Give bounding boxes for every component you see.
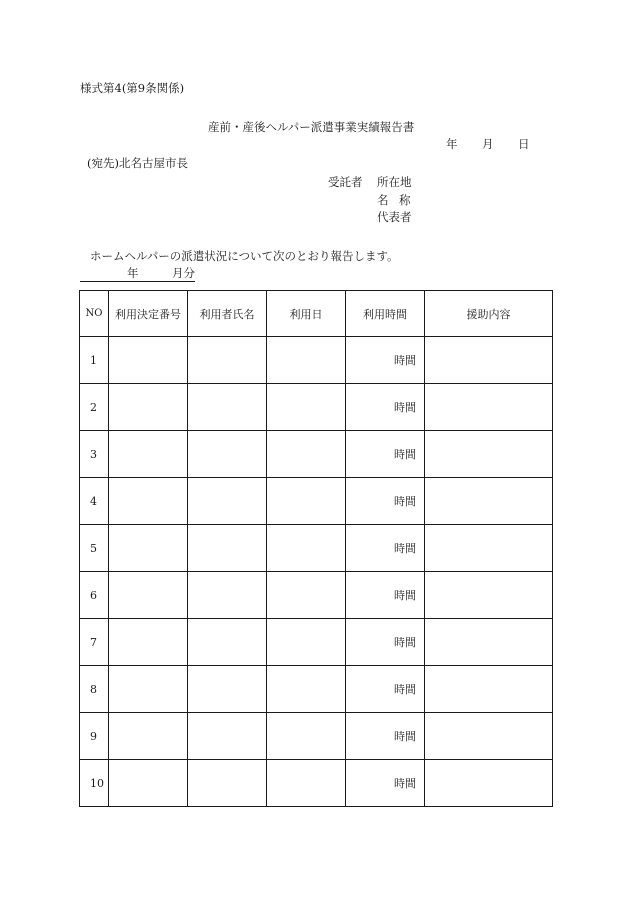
row-number: 10 [80,760,109,807]
table-row [80,431,553,478]
usage-date-cell[interactable] [267,760,346,807]
assistance-content-cell[interactable] [425,760,553,807]
assistance-content-cell[interactable] [425,572,553,619]
decision-number-cell[interactable] [109,713,188,760]
usage-date-cell[interactable] [267,478,346,525]
period-year-label: 年 [127,266,139,280]
row-number: 6 [80,572,109,619]
row-number: 5 [80,525,109,572]
assistance-content-cell[interactable] [425,666,553,713]
table-row [80,572,553,619]
table-row [80,666,553,713]
usage-time-cell[interactable]: 時間 [346,619,425,666]
assistance-content-cell[interactable] [425,619,553,666]
table-header-row [80,291,553,337]
intro-text: ホームヘルパーの派遣状況について次のとおり報告します。 [90,249,399,263]
usage-time-cell[interactable]: 時間 [346,525,425,572]
table-row [80,384,553,431]
decision-number-cell[interactable] [109,572,188,619]
assistance-content-cell[interactable] [425,713,553,760]
report-table [79,290,553,807]
usage-date-cell[interactable] [267,525,346,572]
user-name-cell[interactable] [188,713,267,760]
form-number: 様式第4(第9条関係) [80,81,185,95]
row-number: 3 [80,431,109,478]
date-line [446,139,530,151]
row-number: 7 [80,619,109,666]
row-number: 9 [80,713,109,760]
usage-date-cell[interactable] [267,384,346,431]
contractor-name-char-1: 名 [377,193,389,207]
usage-date-cell[interactable] [267,666,346,713]
assistance-content-cell[interactable] [425,337,553,384]
user-name-cell[interactable] [188,760,267,807]
decision-number-cell[interactable] [109,525,188,572]
table-row [80,337,553,384]
usage-time-cell[interactable]: 時間 [346,431,425,478]
decision-number-cell[interactable] [109,619,188,666]
row-number: 2 [80,384,109,431]
table-row [80,619,553,666]
contractor-name-label [377,195,411,207]
header-usage-time: 利用時間 [346,291,425,337]
date-year-label: 年 [446,137,458,151]
usage-time-cell[interactable]: 時間 [346,384,425,431]
date-month-label: 月 [482,137,494,151]
usage-time-cell[interactable]: 時間 [346,760,425,807]
user-name-cell[interactable] [188,666,267,713]
contractor-label: 受託者 [328,175,363,189]
assistance-content-cell[interactable] [425,384,553,431]
user-name-cell[interactable] [188,384,267,431]
row-number: 4 [80,478,109,525]
table-row [80,760,553,807]
decision-number-cell[interactable] [109,478,188,525]
user-name-cell[interactable] [188,337,267,384]
period-month-label: 月分 [172,266,195,280]
addressee: (宛先)北名古屋市長 [87,156,188,170]
usage-date-cell[interactable] [267,713,346,760]
decision-number-cell[interactable] [109,431,188,478]
assistance-content-cell[interactable] [425,478,553,525]
usage-time-cell[interactable]: 時間 [346,337,425,384]
usage-date-cell[interactable] [267,619,346,666]
header-decision-number: 利用決定番号 [109,291,188,337]
assistance-content-cell[interactable] [425,431,553,478]
table-row [80,525,553,572]
user-name-cell[interactable] [188,478,267,525]
contractor-name-char-2: 称 [399,193,411,207]
row-number: 1 [80,337,109,384]
date-day-label: 日 [518,137,530,151]
document-title: 産前・産後ヘルパー派遣事業実績報告書 [208,120,415,134]
row-number: 8 [80,666,109,713]
usage-time-cell[interactable]: 時間 [346,666,425,713]
decision-number-cell[interactable] [109,760,188,807]
user-name-cell[interactable] [188,525,267,572]
usage-date-cell[interactable] [267,572,346,619]
usage-date-cell[interactable] [267,337,346,384]
header-user-name: 利用者氏名 [188,291,267,337]
header-no: NO [80,291,109,337]
user-name-cell[interactable] [188,572,267,619]
user-name-cell[interactable] [188,431,267,478]
report-period [80,268,195,282]
contractor-representative-label: 代表者 [377,210,412,224]
table-row [80,713,553,760]
usage-time-cell[interactable]: 時間 [346,713,425,760]
usage-time-cell[interactable]: 時間 [346,572,425,619]
decision-number-cell[interactable] [109,337,188,384]
table-row [80,478,553,525]
user-name-cell[interactable] [188,619,267,666]
header-assistance-content: 援助内容 [425,291,553,337]
decision-number-cell[interactable] [109,384,188,431]
usage-time-cell[interactable]: 時間 [346,478,425,525]
decision-number-cell[interactable] [109,666,188,713]
header-usage-date: 利用日 [267,291,346,337]
usage-date-cell[interactable] [267,431,346,478]
contractor-address-label: 所在地 [377,175,412,189]
assistance-content-cell[interactable] [425,525,553,572]
